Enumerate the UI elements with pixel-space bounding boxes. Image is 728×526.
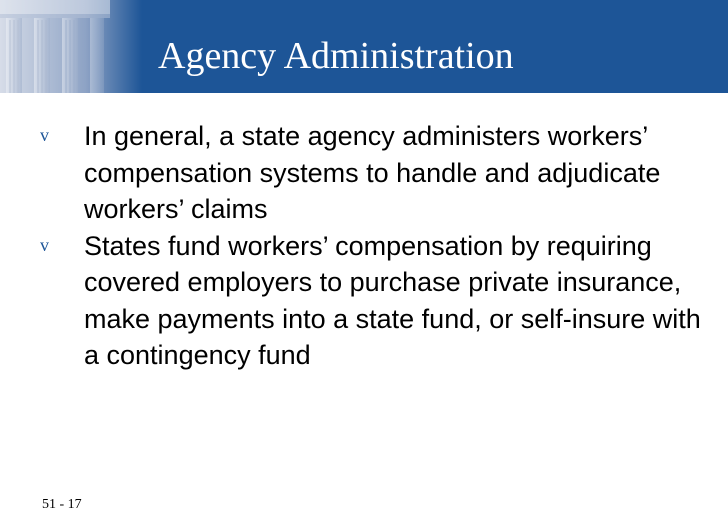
bullet-list bbox=[40, 118, 710, 374]
bullet-marker-icon: v bbox=[40, 125, 49, 145]
slide-title: Agency Administration bbox=[158, 35, 514, 77]
bullet-marker-icon: v bbox=[40, 234, 49, 255]
bullet-item bbox=[40, 228, 710, 374]
page-number: 51 - 17 bbox=[42, 497, 82, 512]
bullet-text: In general, a state agency administers workers’ compensation systems to handle and adjudicate workers’ claims bbox=[84, 121, 661, 224]
bullet-item bbox=[40, 118, 710, 228]
building-columns-photo-icon bbox=[0, 0, 142, 100]
bullet-text: States fund workers’ compensation by requiring covered employers to purchase private insurance, make payments into a state fund, or self-insure with a contingency fund bbox=[84, 230, 701, 370]
